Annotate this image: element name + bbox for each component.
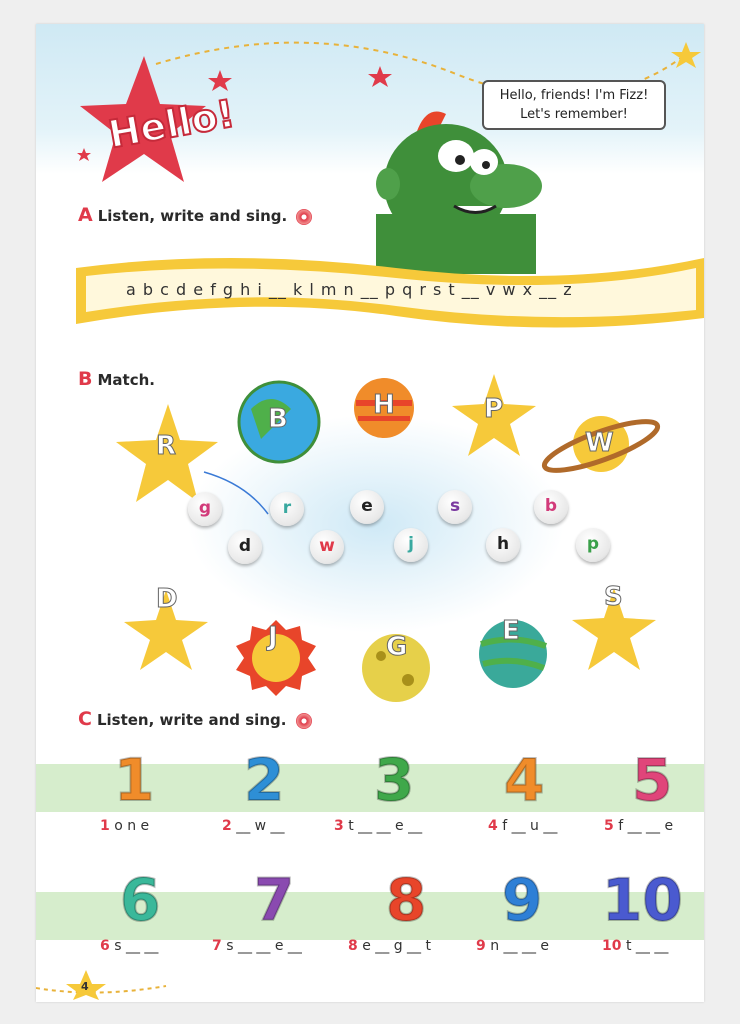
section-c-heading — [78, 708, 312, 730]
small-star-icon — [368, 66, 392, 87]
number-word: 5 f __ __ e — [604, 818, 674, 834]
speech-line-1: Hello, friends! I'm Fizz! — [499, 88, 649, 103]
small-star-icon — [208, 70, 232, 91]
picture-letter: G — [386, 632, 408, 662]
number-word: 2 __ w __ — [222, 818, 285, 834]
picture-letter: H — [373, 390, 395, 420]
number-word: 9 n __ __ e — [476, 938, 550, 954]
number-graphic: 7 — [254, 866, 295, 934]
speech-line-2: Let's remember! — [520, 107, 628, 122]
number-word: 8 e __ g __ t — [348, 938, 431, 954]
number-graphic: 8 — [386, 866, 427, 934]
letter-circle[interactable]: b — [534, 490, 568, 524]
number-graphic: 10 — [602, 866, 683, 934]
picture-letter: S — [604, 582, 623, 612]
number-word: 4 f __ u __ — [488, 818, 558, 834]
number-graphic: 6 — [120, 866, 161, 934]
number-word: 1 o n e — [100, 818, 150, 834]
hello-title: Hello! — [105, 91, 238, 157]
section-a-heading — [78, 204, 312, 226]
section-instruction: Listen, write and sing. — [97, 207, 288, 225]
letter-circle[interactable]: s — [438, 490, 472, 524]
audio-disc-icon[interactable] — [296, 713, 312, 729]
picture-letter: B — [268, 404, 288, 434]
letter-circle[interactable]: h — [486, 528, 520, 562]
section-letter: B — [78, 368, 93, 390]
picture-letter: W — [585, 428, 614, 458]
letter-circle[interactable]: p — [576, 528, 610, 562]
picture-letter: E — [502, 616, 520, 646]
worksheet-page — [36, 24, 704, 1002]
section-letter: A — [78, 204, 93, 226]
picture-letter: R — [156, 431, 177, 461]
number-graphic: 9 — [502, 866, 543, 934]
number-graphic: 2 — [244, 746, 285, 814]
page-number: 4 — [81, 980, 89, 993]
number-graphic: 1 — [114, 746, 155, 814]
section-instruction: Match. — [97, 371, 155, 389]
speech-bubble — [482, 80, 666, 130]
number-word: 3 t __ __ e __ — [334, 818, 423, 834]
footer-decoration — [36, 968, 196, 1002]
number-word: 6 s __ __ — [100, 938, 159, 954]
number-graphic: 5 — [632, 746, 673, 814]
picture-letter: P — [484, 394, 504, 424]
number-graphic: 3 — [374, 746, 415, 814]
letter-circle[interactable]: j — [394, 528, 428, 562]
picture-letter: D — [156, 584, 178, 614]
picture-letter: J — [268, 622, 278, 652]
audio-disc-icon[interactable] — [296, 209, 312, 225]
letter-circle[interactable]: d — [228, 530, 262, 564]
section-letter: C — [78, 708, 92, 730]
number-word: 10 t __ __ — [602, 938, 669, 954]
number-graphic: 4 — [504, 746, 545, 814]
section-instruction: Listen, write and sing. — [96, 711, 287, 729]
letter-circle[interactable]: e — [350, 490, 384, 524]
number-word: 7 s __ __ e __ — [212, 938, 302, 954]
small-star-icon — [671, 42, 701, 68]
letter-circle[interactable]: r — [270, 492, 304, 526]
letter-circle[interactable]: w — [310, 530, 344, 564]
alphabet-line: a b c d e f g h i __ k l m n __ p q r s t __ v w x __ z — [126, 280, 573, 299]
letter-circle[interactable]: g — [188, 492, 222, 526]
